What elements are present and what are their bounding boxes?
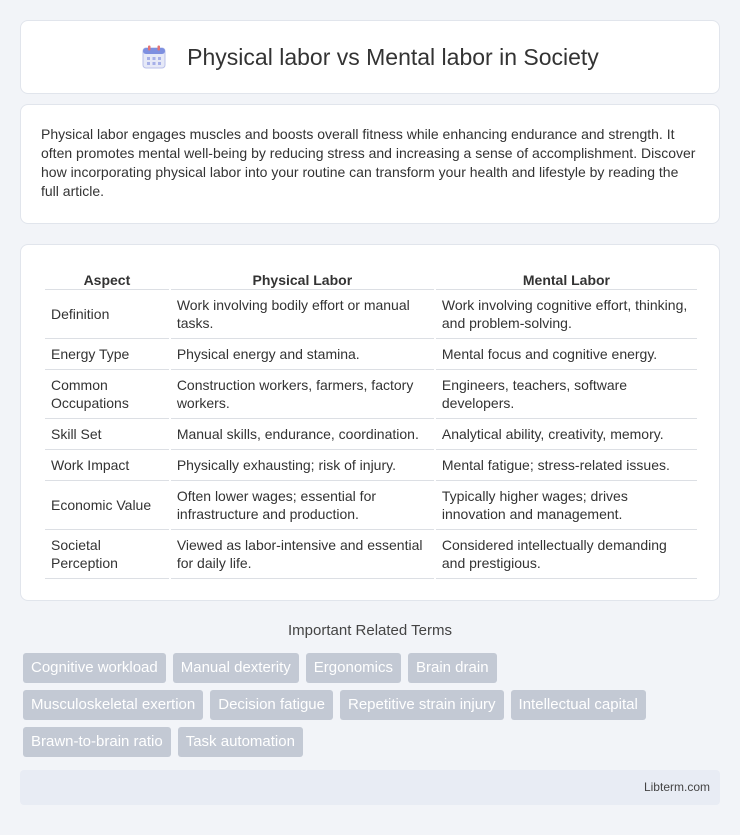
row-physical: Often lower wages; essential for infrastructure and production. [171,481,434,530]
intro-card [20,104,720,224]
comparison-table [43,266,699,579]
header-physical-labor: Physical Labor [171,266,434,290]
tag-intellectual-capital[interactable]: Intellectual capital [511,690,646,720]
calendar-icon [141,44,167,70]
row-aspect: Definition [45,290,169,339]
table-row [45,419,697,450]
tag-musculoskeletal-exertion[interactable]: Musculoskeletal exertion [23,690,203,720]
row-aspect: Societal Perception [45,530,169,579]
row-mental: Typically higher wages; drives innovation and management. [436,481,697,530]
related-terms-tags [23,653,723,764]
row-mental: Engineers, teachers, software developers. [436,370,697,419]
title-card [20,20,720,94]
header-aspect: Aspect [45,266,169,290]
row-aspect: Skill Set [45,419,169,450]
row-mental: Considered intellectually demanding and prestigious. [436,530,697,579]
related-terms-heading: Important Related Terms [288,622,452,639]
row-physical: Manual skills, endurance, coordination. [171,419,434,450]
row-mental: Work involving cognitive effort, thinking, and problem-solving. [436,290,697,339]
table-header-row [45,266,697,290]
tag-brain-drain[interactable]: Brain drain [408,653,497,683]
tag-brawn-to-brain-ratio[interactable]: Brawn-to-brain ratio [23,727,171,757]
row-aspect: Energy Type [45,339,169,370]
row-aspect: Common Occupations [45,370,169,419]
table-row [45,481,697,530]
table-row [45,450,697,481]
row-physical: Physically exhausting; risk of injury. [171,450,434,481]
row-physical: Construction workers, farmers, factory workers. [171,370,434,419]
tag-manual-dexterity[interactable]: Manual dexterity [173,653,299,683]
tag-task-automation[interactable]: Task automation [178,727,303,757]
row-mental: Analytical ability, creativity, memory. [436,419,697,450]
table-row [45,339,697,370]
row-mental: Mental focus and cognitive energy. [436,339,697,370]
table-row [45,370,697,419]
row-aspect: Work Impact [45,450,169,481]
row-physical: Work involving bodily effort or manual tasks. [171,290,434,339]
comparison-table-card [20,244,720,601]
header-mental-labor: Mental Labor [436,266,697,290]
page-title: Physical labor vs Mental labor in Society [187,43,599,70]
footer-brand-link[interactable]: Libterm.com [643,780,710,794]
tag-row [23,727,723,757]
intro-text: Physical labor engages muscles and boosts overall fitness while enhancing endurance and strength. It often promotes mental well-being by reducing stress and increasing a sense of accomplishment. Discover how incorporating physical labor into your routine can transform your health and lifestyle by reading the full article. [41,126,696,199]
tag-row [23,653,723,683]
tag-row [23,690,723,720]
table-row [45,530,697,579]
tag-ergonomics[interactable]: Ergonomics [306,653,401,683]
table-row [45,290,697,339]
row-physical: Viewed as labor-intensive and essential for daily life. [171,530,434,579]
tag-repetitive-strain-injury[interactable]: Repetitive strain injury [340,690,504,720]
tag-decision-fatigue[interactable]: Decision fatigue [210,690,333,720]
footer [20,770,720,805]
row-aspect: Economic Value [45,481,169,530]
tag-cognitive-workload[interactable]: Cognitive workload [23,653,166,683]
row-physical: Physical energy and stamina. [171,339,434,370]
row-mental: Mental fatigue; stress-related issues. [436,450,697,481]
